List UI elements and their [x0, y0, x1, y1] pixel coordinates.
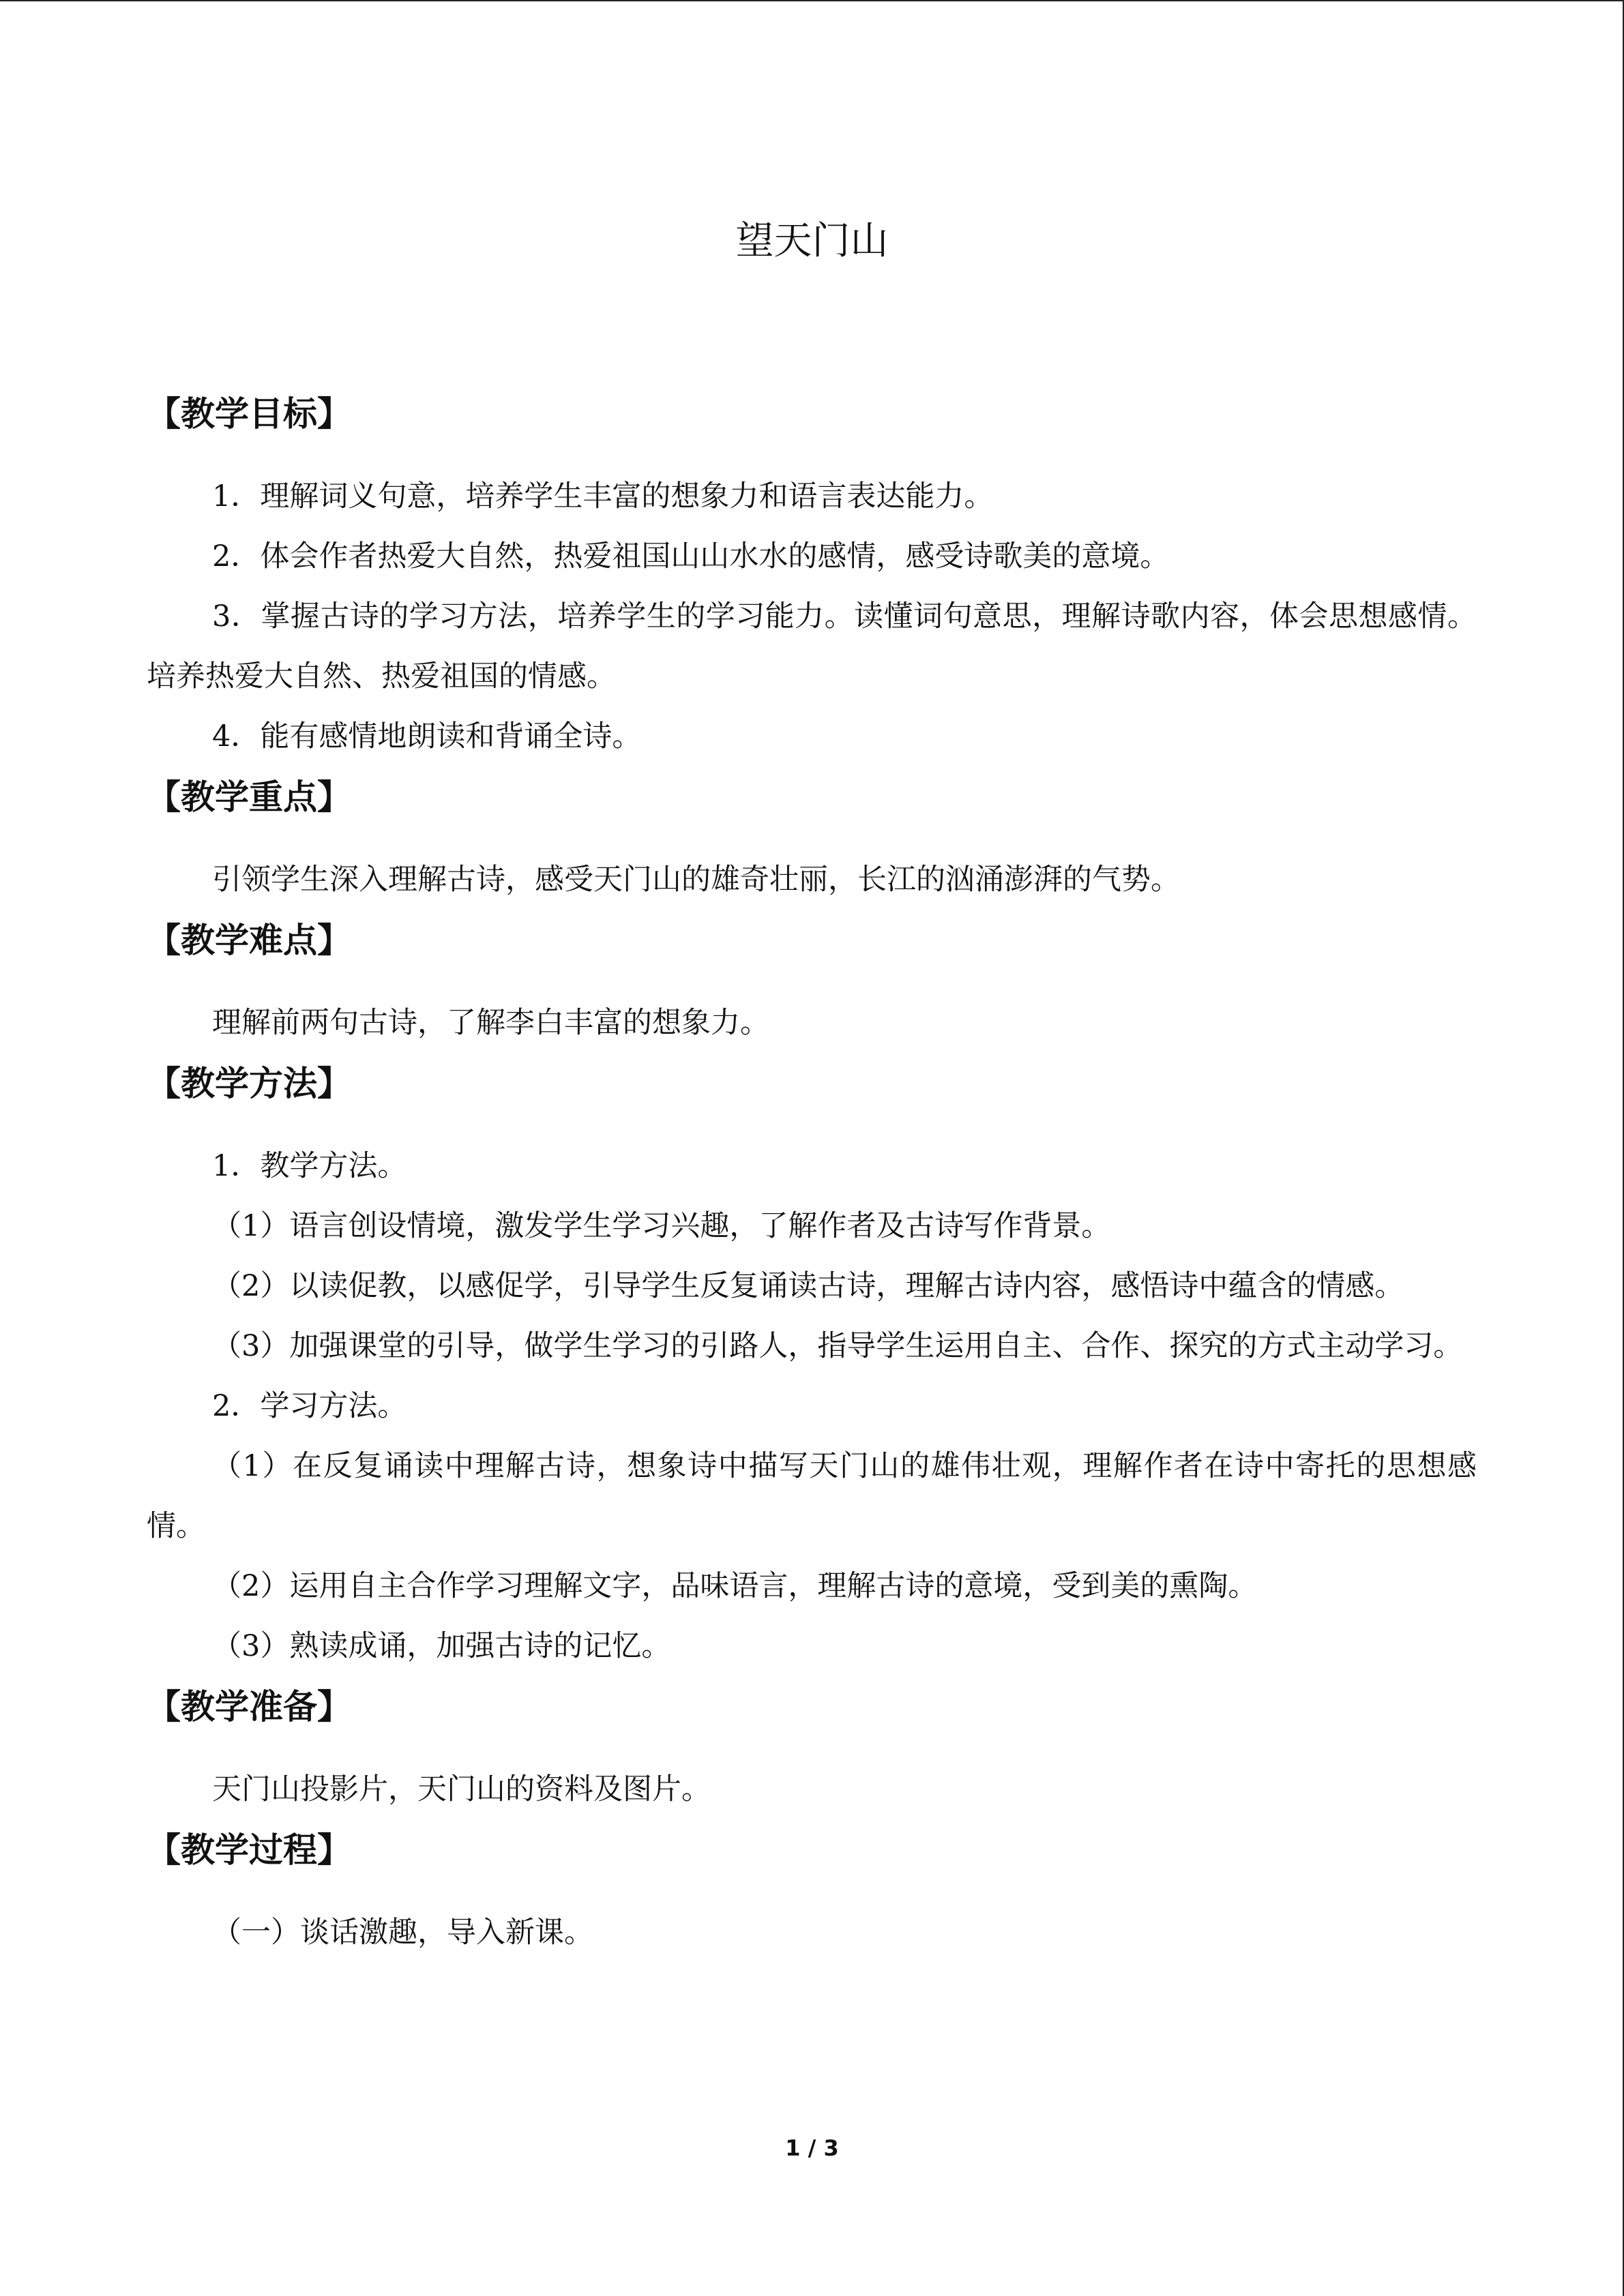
section-key-points	[147, 766, 1477, 910]
section-heading: 【教学过程】	[147, 1830, 351, 1870]
section-heading: 【教学目标】	[147, 394, 351, 434]
section-process	[147, 1819, 1477, 1963]
section-heading: 【教学方法】	[147, 1064, 351, 1103]
paragraph: （一）谈话激趣，导入新课。	[212, 1915, 593, 1950]
paragraph: 1．理解词义句意，培养学生丰富的想象力和语言表达能力。	[212, 479, 994, 513]
paragraph: （3）加强课堂的引导，做学生学习的引路人，指导学生运用自主、合作、探究的方式主动学习。	[212, 1329, 1463, 1363]
paragraph: （1）语言创设情境，激发学生学习兴趣，了解作者及古诗写作背景。	[212, 1209, 1111, 1243]
paragraph: （1）在反复诵读中理解古诗，想象诗中描写天门山的雄伟壮观，理解作者在诗中寄托的思想感情。	[147, 1449, 1477, 1543]
section-heading: 【教学重点】	[147, 777, 351, 817]
paragraph: 天门山投影片，天门山的资料及图片。	[212, 1772, 711, 1806]
paragraph: 2．学习方法。	[212, 1389, 407, 1423]
paragraph: （2）以读促教，以感促学，引导学生反复诵读古诗，理解古诗内容，感悟诗中蕴含的情感。	[212, 1269, 1404, 1303]
paragraph: 引领学生深入理解古诗，感受天门山的雄奇壮丽，长江的汹涌澎湃的气势。	[212, 863, 1180, 897]
section-methods	[147, 1053, 1477, 1676]
page-number: 1 / 3	[785, 2135, 839, 2161]
section-heading: 【教学准备】	[147, 1687, 351, 1727]
section-difficulties	[147, 910, 1477, 1053]
paragraph: 理解前两句古诗，了解李白丰富的想象力。	[212, 1006, 769, 1040]
paragraph: 1．教学方法。	[212, 1149, 407, 1183]
section-heading: 【教学难点】	[147, 921, 351, 960]
document-title: 望天门山	[735, 219, 889, 263]
paragraph: 2．体会作者热爱大自然，热爱祖国山山水水的感情，感受诗歌美的意境。	[212, 539, 1170, 573]
paragraph: 3．掌握古诗的学习方法，培养学生的学习能力。读懂词句意思，理解诗歌内容，体会思想感情。培养热爱大自然、热爱祖国的情感。	[147, 599, 1477, 694]
paragraph: 4．能有感情地朗读和背诵全诗。	[212, 719, 642, 754]
document-body	[147, 383, 1477, 1963]
section-preparation	[147, 1676, 1477, 1819]
paragraph: （2）运用自主合作学习理解文字，品味语言，理解古诗的意境，受到美的熏陶。	[212, 1569, 1258, 1603]
paragraph: （3）熟读成诵，加强古诗的记忆。	[212, 1629, 671, 1663]
section-objectives	[147, 383, 1477, 766]
